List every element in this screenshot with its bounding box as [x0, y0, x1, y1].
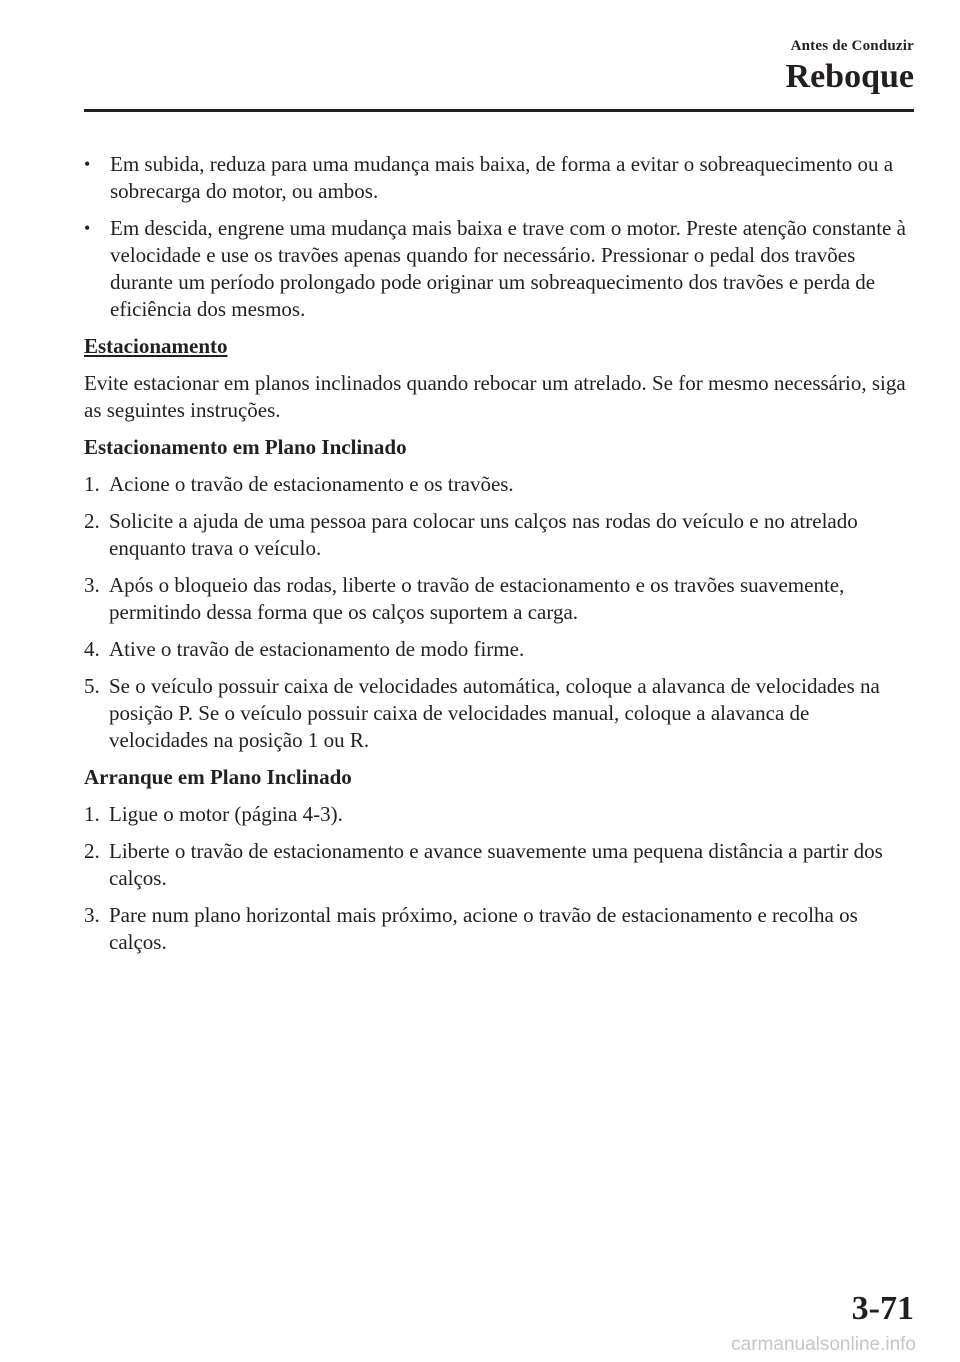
- step-text: Liberte o travão de estacionamento e avance suavemente uma pequena distância a partir dos calços.: [109, 839, 883, 890]
- list-item: [84, 572, 912, 626]
- list-item: [84, 471, 912, 498]
- step-number: 2.: [84, 839, 100, 863]
- list-item: [84, 801, 912, 828]
- step-number: 3.: [84, 573, 100, 597]
- page-number: 3-71: [851, 1290, 914, 1327]
- list-item: [84, 508, 912, 562]
- step-text: Ative o travão de estacionamento de modo firme.: [109, 637, 525, 661]
- section-title: Antes de Conduzir: [790, 38, 914, 54]
- list-item: [84, 673, 912, 754]
- step-text: Acione o travão de estacionamento e os travões.: [109, 472, 514, 496]
- chapter-title: Reboque: [785, 58, 914, 95]
- page-content: [84, 151, 912, 966]
- bullet-icon: •: [84, 218, 91, 238]
- list-item: [84, 838, 912, 892]
- step-number: 2.: [84, 509, 100, 533]
- step-text: Pare num plano horizontal mais próximo, acione o travão de estacionamento e recolha os calços.: [109, 903, 858, 954]
- step-number: 4.: [84, 637, 100, 661]
- step-text: Após o bloqueio das rodas, liberte o travão de estacionamento e os travões suavemente, permitindo dessa forma que os calços suportem a carga.: [109, 573, 845, 624]
- step-text: Solicite a ajuda de uma pessoa para colocar uns calços nas rodas do veículo e no atrelado enquanto trava o veículo.: [109, 509, 858, 560]
- bullet-item: [84, 151, 912, 205]
- watermark: carmanualsonline.info: [731, 1334, 916, 1355]
- bullet-item: [84, 215, 912, 323]
- bullet-icon: •: [84, 154, 91, 174]
- step-number: 1.: [84, 802, 100, 826]
- parking-incline-heading: Estacionamento em Plano Inclinado: [84, 435, 407, 459]
- parking-intro: Evite estacionar em planos inclinados quando rebocar um atrelado. Se for mesmo necessário, siga as seguintes instruções.: [84, 371, 906, 422]
- start-incline-heading: Arranque em Plano Inclinado: [84, 765, 352, 789]
- bullet-text: Em descida, engrene uma mudança mais baixa e trave com o motor. Preste atenção constante à velocidade e use os travões apenas quando for necessário. Pressionar o pedal dos travões durante um período prolongado pode originar um sobreaquecimento dos travões e perda de eficiência dos mesmos.: [110, 216, 906, 321]
- list-item: [84, 636, 912, 663]
- page-header: [786, 38, 914, 97]
- step-number: 5.: [84, 674, 100, 698]
- bullet-text: Em subida, reduza para uma mudança mais baixa, de forma a evitar o sobreaquecimento ou a sobrecarga do motor, ou ambos.: [110, 152, 894, 203]
- step-text: Se o veículo possuir caixa de velocidades automática, coloque a alavanca de velocidades na posição P. Se o veículo possuir caixa de velocidades manual, coloque a alavanca de velocidades na posição 1 ou R.: [109, 674, 880, 752]
- list-item: [84, 902, 912, 956]
- step-number: 3.: [84, 903, 100, 927]
- step-text: Ligue o motor (página 4-3).: [109, 802, 343, 826]
- step-number: 1.: [84, 472, 100, 496]
- parking-heading: Estacionamento: [84, 334, 228, 358]
- header-divider: [84, 109, 914, 112]
